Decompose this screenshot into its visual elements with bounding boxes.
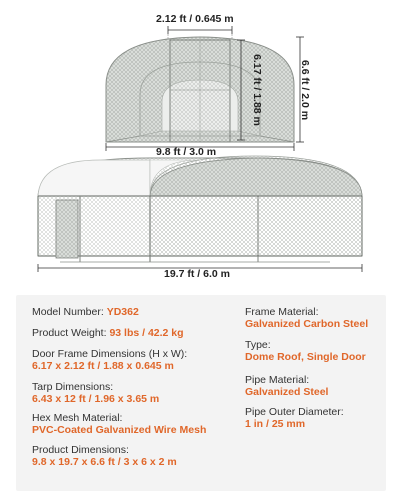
spec-label: Product Weight: xyxy=(32,327,107,339)
spec-frame-material xyxy=(245,306,368,330)
spec-label: Model Number: xyxy=(32,306,104,318)
spec-value: Galvanized Carbon Steel xyxy=(245,318,369,330)
spec-value: 6.43 x 12 ft / 1.96 x 3.65 m xyxy=(32,393,160,405)
total-height-label: 6.6 ft / 2.0 m xyxy=(299,59,311,121)
spec-value: 6.17 x 2.12 ft / 1.88 x 0.645 m xyxy=(32,360,174,372)
spec-tarp-dimensions xyxy=(32,381,159,405)
spec-value: YD362 xyxy=(106,306,139,318)
spec-pipe-material xyxy=(245,374,328,398)
spec-value: 1 in / 25 mm xyxy=(245,418,306,430)
spec-label: Pipe Material: xyxy=(245,374,310,386)
spec-label: Door Frame Dimensions (H x W): xyxy=(32,348,188,360)
spec-product-weight xyxy=(32,327,184,339)
spec-door-frame-dimensions xyxy=(32,348,187,372)
spec-label: Frame Material: xyxy=(245,306,319,318)
door-width-label: 2.12 ft / 0.645 m xyxy=(156,13,234,25)
spec-label: Type: xyxy=(245,339,271,351)
spec-pipe-outer-diameter xyxy=(245,406,344,430)
spec-value: Galvanized Steel xyxy=(245,386,329,398)
front-view xyxy=(106,26,304,151)
spec-label: Pipe Outer Diameter: xyxy=(245,406,344,418)
spec-model-number xyxy=(32,306,139,318)
spec-product-dimensions xyxy=(32,444,177,468)
specifications-panel xyxy=(16,295,386,491)
spec-label: Hex Mesh Material: xyxy=(32,412,123,424)
door-height-label: 6.17 ft / 1.88 m xyxy=(251,54,263,126)
spec-label: Product Dimensions: xyxy=(32,444,129,456)
spec-value: 9.8 x 19.7 x 6.6 ft / 3 x 6 x 2 m xyxy=(32,456,177,468)
spec-hex-mesh-material xyxy=(32,412,206,436)
length-label: 19.7 ft / 6.0 m xyxy=(164,268,230,280)
spec-value: 93 lbs / 42.2 kg xyxy=(109,327,184,339)
spec-label: Tarp Dimensions: xyxy=(32,381,114,393)
spec-value: PVC-Coated Galvanized Wire Mesh xyxy=(32,424,207,436)
spec-type xyxy=(245,339,366,363)
spec-value: Dome Roof, Single Door xyxy=(245,351,366,363)
side-view xyxy=(38,156,362,272)
width-label: 9.8 ft / 3.0 m xyxy=(156,146,217,158)
